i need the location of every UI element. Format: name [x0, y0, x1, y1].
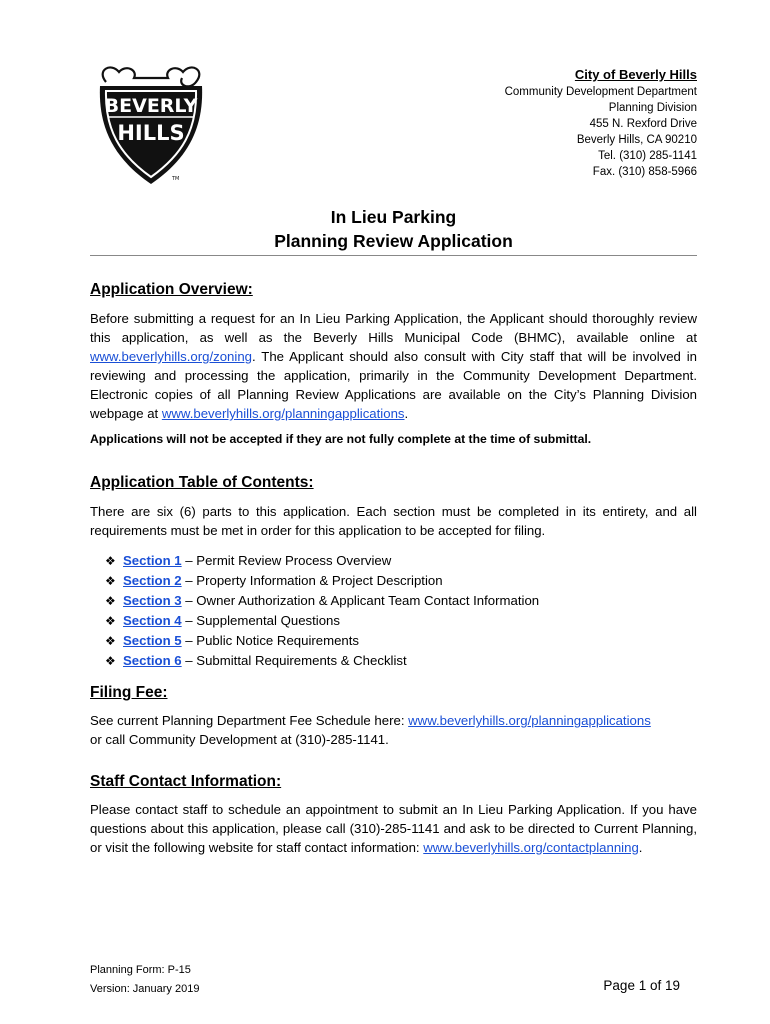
- zoning-link[interactable]: www.beverlyhills.org/zoning: [90, 349, 252, 364]
- overview-heading: Application Overview:: [90, 281, 253, 298]
- toc-section: [90, 473, 697, 671]
- section-5-link[interactable]: Section 5: [123, 633, 182, 648]
- beverly-hills-shield-logo: [86, 60, 216, 190]
- logo-tm: TM: [172, 176, 180, 182]
- overview-notice: Applications will not be accepted if they are not fully complete at the time of submittal.: [90, 432, 592, 446]
- logo-text-top: BEVERLY: [104, 95, 198, 117]
- toc-item: ❖ Section 3 – Owner Authorization & Applicant Team Contact Information: [105, 591, 697, 611]
- contact-block: [505, 66, 697, 180]
- toc-item: ❖ Section 6 – Submittal Requirements & Checklist: [105, 651, 697, 671]
- section-1-link[interactable]: Section 1: [123, 553, 182, 568]
- division: Planning Division: [608, 102, 697, 114]
- toc-list: [90, 551, 697, 671]
- fax: Fax. (310) 858-5966: [592, 166, 697, 178]
- department: Community Development Department: [504, 86, 697, 98]
- toc-item: ❖ Section 5 – Public Notice Requirements: [105, 631, 697, 651]
- document-title: [90, 205, 697, 253]
- section-2-link[interactable]: Section 2: [123, 573, 182, 588]
- staff-heading: Staff Contact Information:: [90, 773, 282, 790]
- toc-heading: Application Table of Contents:: [90, 474, 314, 491]
- toc-item: ❖ Section 2 – Property Information & Project Description: [105, 571, 697, 591]
- form-version: Version: January 2019: [90, 983, 200, 995]
- fee-heading: Filing Fee:: [90, 684, 168, 701]
- diamond-bullet-icon: ❖: [105, 594, 116, 608]
- section-6-link[interactable]: Section 6: [123, 653, 182, 668]
- page-number: Page 1 of 19: [603, 978, 680, 993]
- diamond-bullet-icon: ❖: [105, 614, 116, 628]
- overview-section: [90, 280, 697, 449]
- title-line-2: Planning Review Application: [274, 231, 513, 251]
- telephone: Tel. (310) 285-1141: [598, 150, 697, 162]
- fee-section: [90, 683, 697, 749]
- title-line-1: In Lieu Parking: [330, 207, 457, 227]
- fee-schedule-link[interactable]: www.beverlyhills.org/planningapplications: [408, 713, 651, 728]
- fee-paragraph: See current Planning Department Fee Schedule here: www.beverlyhills.org/planningapplications or call Community Development at (310)-285-1141.: [90, 713, 651, 747]
- diamond-bullet-icon: ❖: [105, 654, 116, 668]
- form-number: Planning Form: P-15: [90, 964, 191, 976]
- address: 455 N. Rexford Drive: [589, 118, 697, 130]
- logo-text-bottom: HILLS: [117, 121, 185, 145]
- city-state: Beverly Hills, CA 90210: [576, 134, 697, 146]
- diamond-bullet-icon: ❖: [105, 554, 116, 568]
- diamond-bullet-icon: ❖: [105, 574, 116, 588]
- planning-applications-link[interactable]: www.beverlyhills.org/planningapplications: [161, 406, 405, 421]
- toc-item: ❖ Section 1 – Permit Review Process Overview: [105, 551, 697, 571]
- toc-item: ❖ Section 4 – Supplemental Questions: [105, 611, 697, 631]
- section-3-link[interactable]: Section 3: [123, 593, 182, 608]
- footer-form-info: [90, 961, 199, 999]
- diamond-bullet-icon: ❖: [105, 634, 116, 648]
- title-divider: [90, 255, 697, 256]
- city-name: City of Beverly Hills: [574, 67, 697, 82]
- staff-paragraph: Please contact staff to schedule an appointment to submit an In Lieu Parking Application. If you have questions about this application, please call (310)-285-1141 and ask to be directed to Current Planning, or visit the following website for staff contact information: www.beverlyhills.org/contactplanning.: [90, 802, 697, 855]
- overview-paragraph: Before submitting a request for an In Lieu Parking Application, the Applicant should thoroughly review this application, as well as the Beverly Hills Municipal Code (BHMC), available online at www.beverlyhills.org/zoning. The Applicant should also consult with City staff that will be involved in reviewing and processing the application, primarily in the Community Development Department. Electronic copies of all Planning Review Applications are available on the City’s Planning Division webpage at www.beverlyhills.org/planningapplications.: [90, 311, 697, 421]
- toc-intro: There are six (6) parts to this application. Each section must be completed in its entirety, and all requirements must be met in order for this application to be accepted for filing.: [90, 504, 697, 538]
- section-4-link[interactable]: Section 4: [123, 613, 182, 628]
- contact-planning-link[interactable]: www.beverlyhills.org/contactplanning: [423, 840, 639, 855]
- staff-section: [90, 772, 697, 857]
